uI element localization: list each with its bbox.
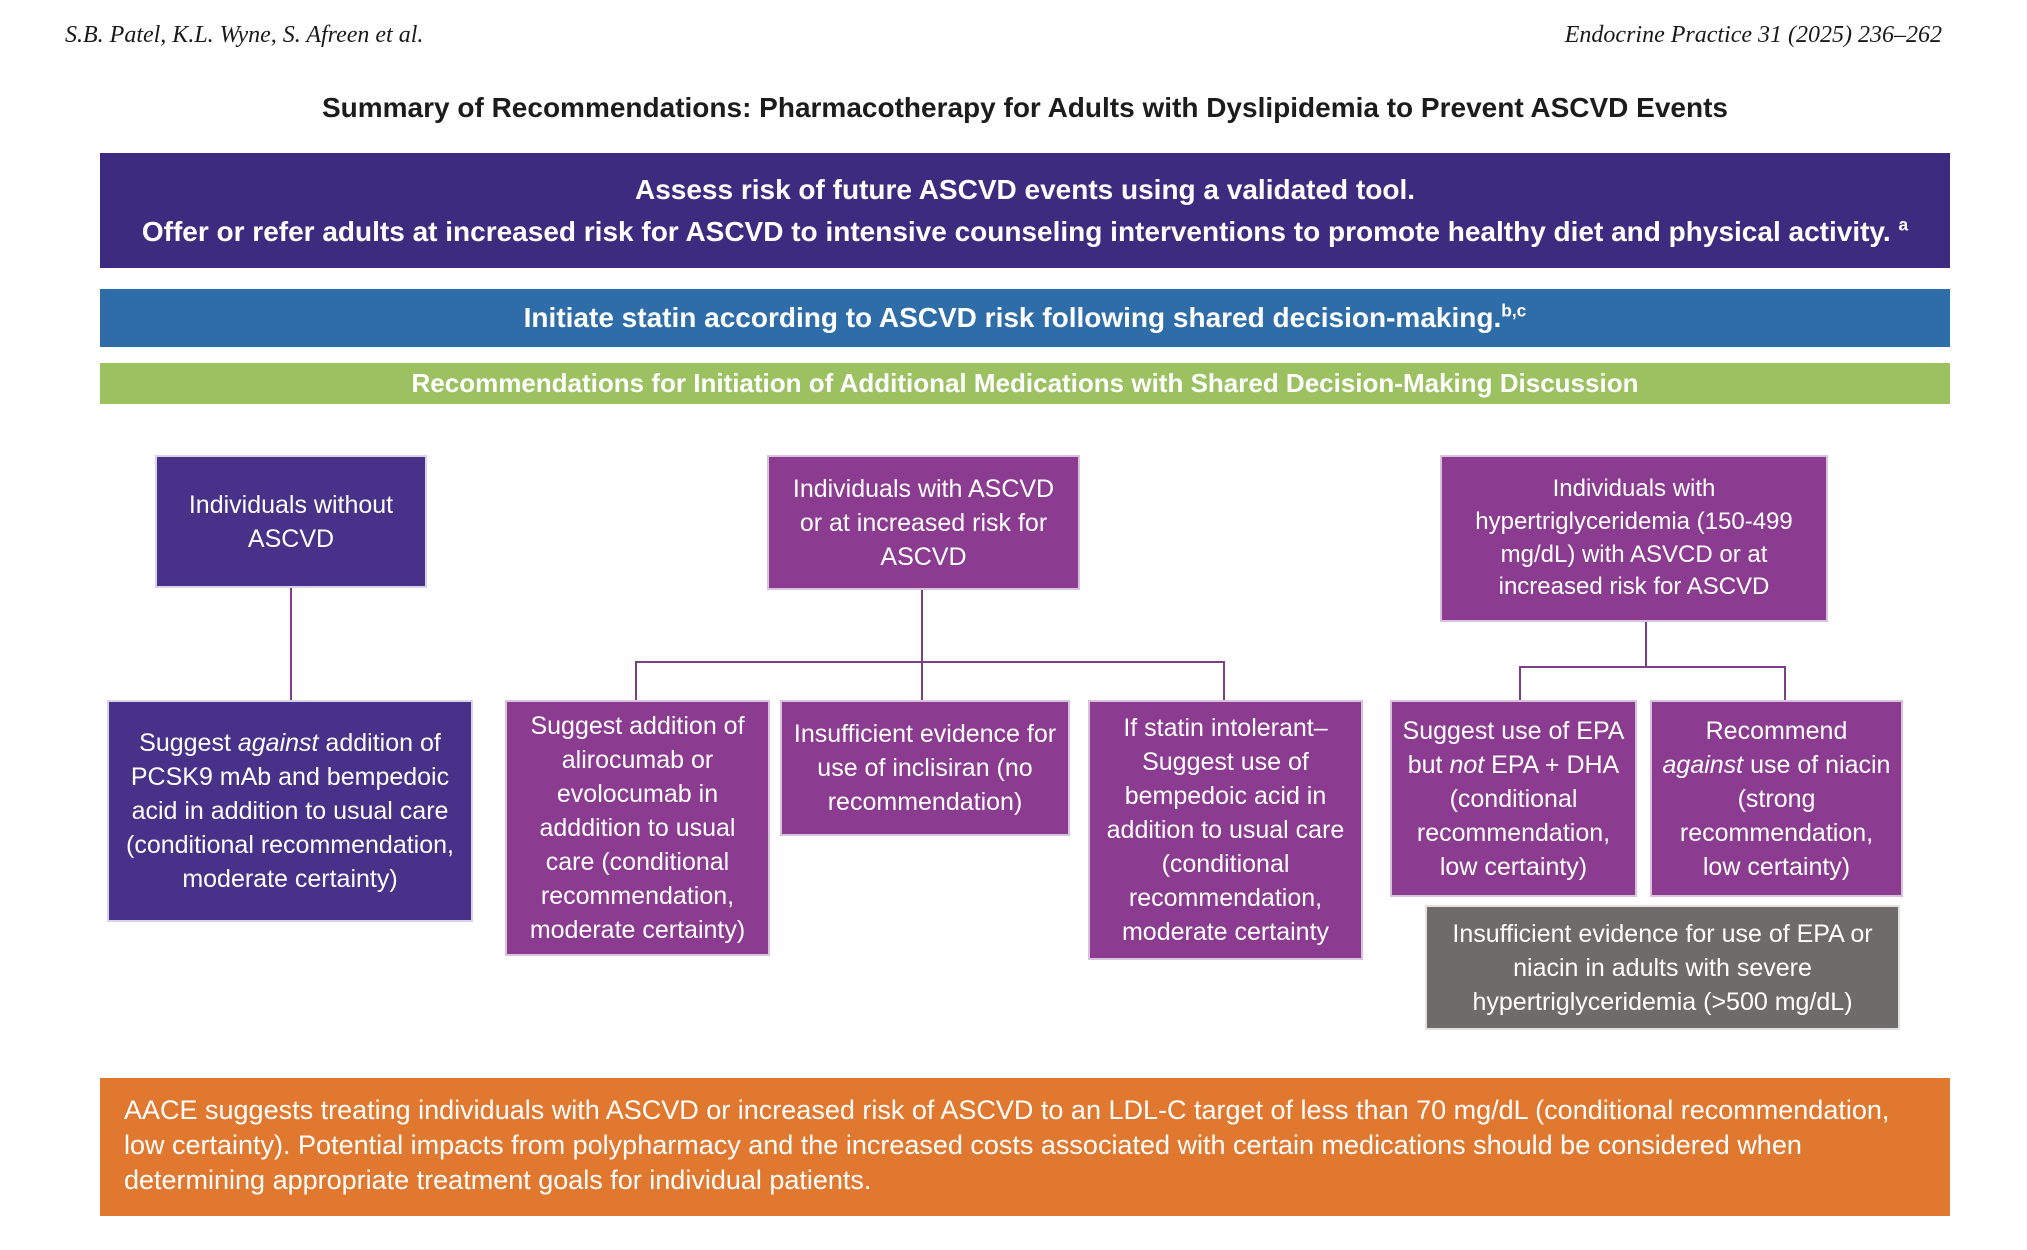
- connector-middle-drop-right: [1223, 661, 1225, 700]
- connector-middle-stem: [921, 590, 923, 700]
- recommendation-box-inclisiran: Insufficient evidence for use of inclisiran (no recommendation): [780, 700, 1070, 836]
- connector-right-drop-right: [1784, 666, 1786, 700]
- recommendation-box-bempedoic-acid: If statin intolerant– Suggest use of bempedoic acid in addition to usual care (conditional recommendation, moderate certainty: [1088, 700, 1363, 960]
- group-header-hypertriglyceridemia: Individuals with hypertriglyceridemia (150-499 mg/dL) with ASVCD or at increased risk for ASCVD: [1440, 455, 1828, 622]
- banner-initiate-statin: Initiate statin according to ASCVD risk following shared decision-making.$^{b,c}$: [100, 289, 1950, 347]
- banner-aace-ldl-target: AACE suggests treating individuals with ASCVD or increased risk of ASCVD to an LDL-C target of less than 70 mg/dL (conditional recommendation, low certainty). Potential impacts from polypharmacy and the increased costs associated with certain medications should be considered when determining appropriate treatment goals for individual patients.: [100, 1078, 1950, 1216]
- recommendation-box-pcsk9: Suggest against addition of PCSK9 mAb and bempedoic acid in addition to usual care (conditional recommendation, moderate certainty): [107, 700, 473, 922]
- figure-title: Summary of Recommendations: Pharmacotherapy for Adults with Dyslipidemia to Prevent ASCVD Events: [321, 92, 1728, 123]
- connector-middle-bar: [635, 661, 1225, 663]
- journal-citation: Endocrine Practice 31 (2025) 236–262: [1564, 22, 1942, 48]
- group-header-with-ascvd: Individuals with ASCVD or at increased risk for ASCVD: [767, 455, 1080, 590]
- connector-middle-drop-left: [635, 661, 637, 700]
- recommendation-box-alirocumab: Suggest addition of alirocumab or evolocumab in adddition to usual care (conditional recommendation, moderate certainty): [505, 700, 770, 956]
- connector-right-stem: [1645, 622, 1647, 668]
- connector-right-bar: [1519, 666, 1786, 668]
- recommendation-box-epa: Suggest use of EPA but not EPA + DHA (conditional recommendation, low certainty): [1390, 700, 1637, 897]
- recommendation-box-severe-hypertriglyceridemia: Insufficient evidence for use of EPA or niacin in adults with severe hypertriglyceridemia (>500 mg/dL): [1425, 905, 1900, 1030]
- banner-assess-line2: Offer or refer adults at increased risk for ASCVD to intensive counseling interventions to promote healthy diet and physical activity. $^a$: [141, 214, 1909, 247]
- connector-left-stem: [290, 588, 292, 700]
- connector-right-drop-left: [1519, 666, 1521, 700]
- banner-additional-medications: Recommendations for Initiation of Additional Medications with Shared Decision-Making Discussion: [100, 363, 1950, 404]
- footnote-bc: b,c: [1501, 300, 1527, 321]
- recommendation-box-niacin: Recommend against use of niacin (strong recommendation, low certainty): [1650, 700, 1903, 897]
- group-header-without-ascvd: Individuals without ASCVD: [155, 455, 427, 588]
- banner-assess-line1: Assess risk of future ASCVD events using a validated tool.: [634, 173, 1416, 205]
- author-running-head: S.B. Patel, K.L. Wyne, S. Afreen et al.: [65, 22, 424, 48]
- footnote-a: a: [1898, 214, 1909, 235]
- banner-assess-risk: [100, 153, 1950, 268]
